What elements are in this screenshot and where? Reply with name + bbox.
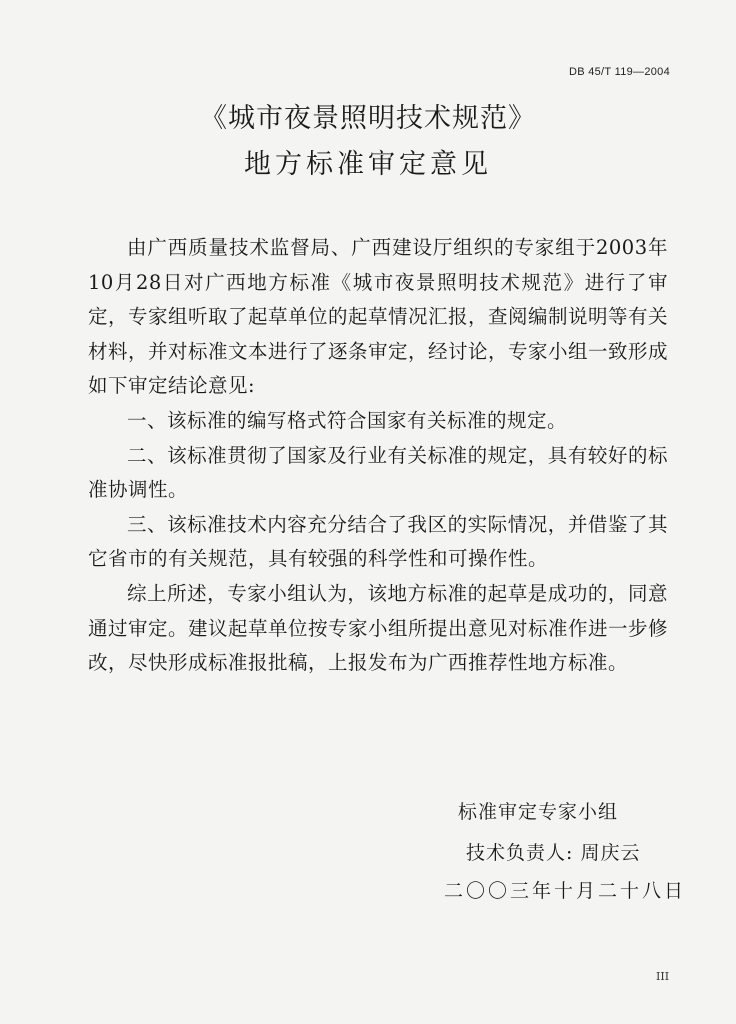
standard-code: DB 45/T 119—2004 (568, 66, 670, 78)
paragraph-item-1: 一、该标准的编写格式符合国家有关标准的规定。 (127, 408, 568, 432)
body-text (88, 231, 668, 681)
signature-date: 二〇〇三年十月二十八日 (444, 880, 687, 902)
signature-group: 标准审定专家小组 (458, 801, 619, 823)
paragraph-intro: 由广西质量技术监督局、广西建设厅组织的专家组于2003年10月28日对广西地方标准《城市夜景照明技术规范》进行了审定，专家组听取了起草单位的起草情况汇报，查阅编制说明等有关材料，并对标准文本进行了逐条审定，经讨论，专家小组一致形成如下审定结论意见: (88, 236, 669, 398)
signature-lead: 技术负责人: 周庆云 (466, 842, 641, 864)
document-title: 《城市夜景照明技术规范》 (200, 103, 536, 134)
page-number: III (656, 970, 670, 983)
paragraph-item-3: 三、该标准技术内容充分结合了我区的实际情况，并借鉴了其它省市的有关规范，具有较强的科学性和可操作性。 (88, 512, 668, 571)
paragraph-conclusion: 综上所述，专家小组认为，该地方标准的起草是成功的，同意通过审定。建议起草单位按专家小组所提出意见对标准作进一步修改，尽快形成标准报批稿，上报发布为广西推荐性地方标准。 (88, 581, 669, 675)
paragraph-item-2: 二、该标准贯彻了国家及行业有关标准的规定，具有较好的标准协调性。 (88, 443, 668, 502)
document-subtitle: 地方标准审定意见 (244, 149, 492, 180)
